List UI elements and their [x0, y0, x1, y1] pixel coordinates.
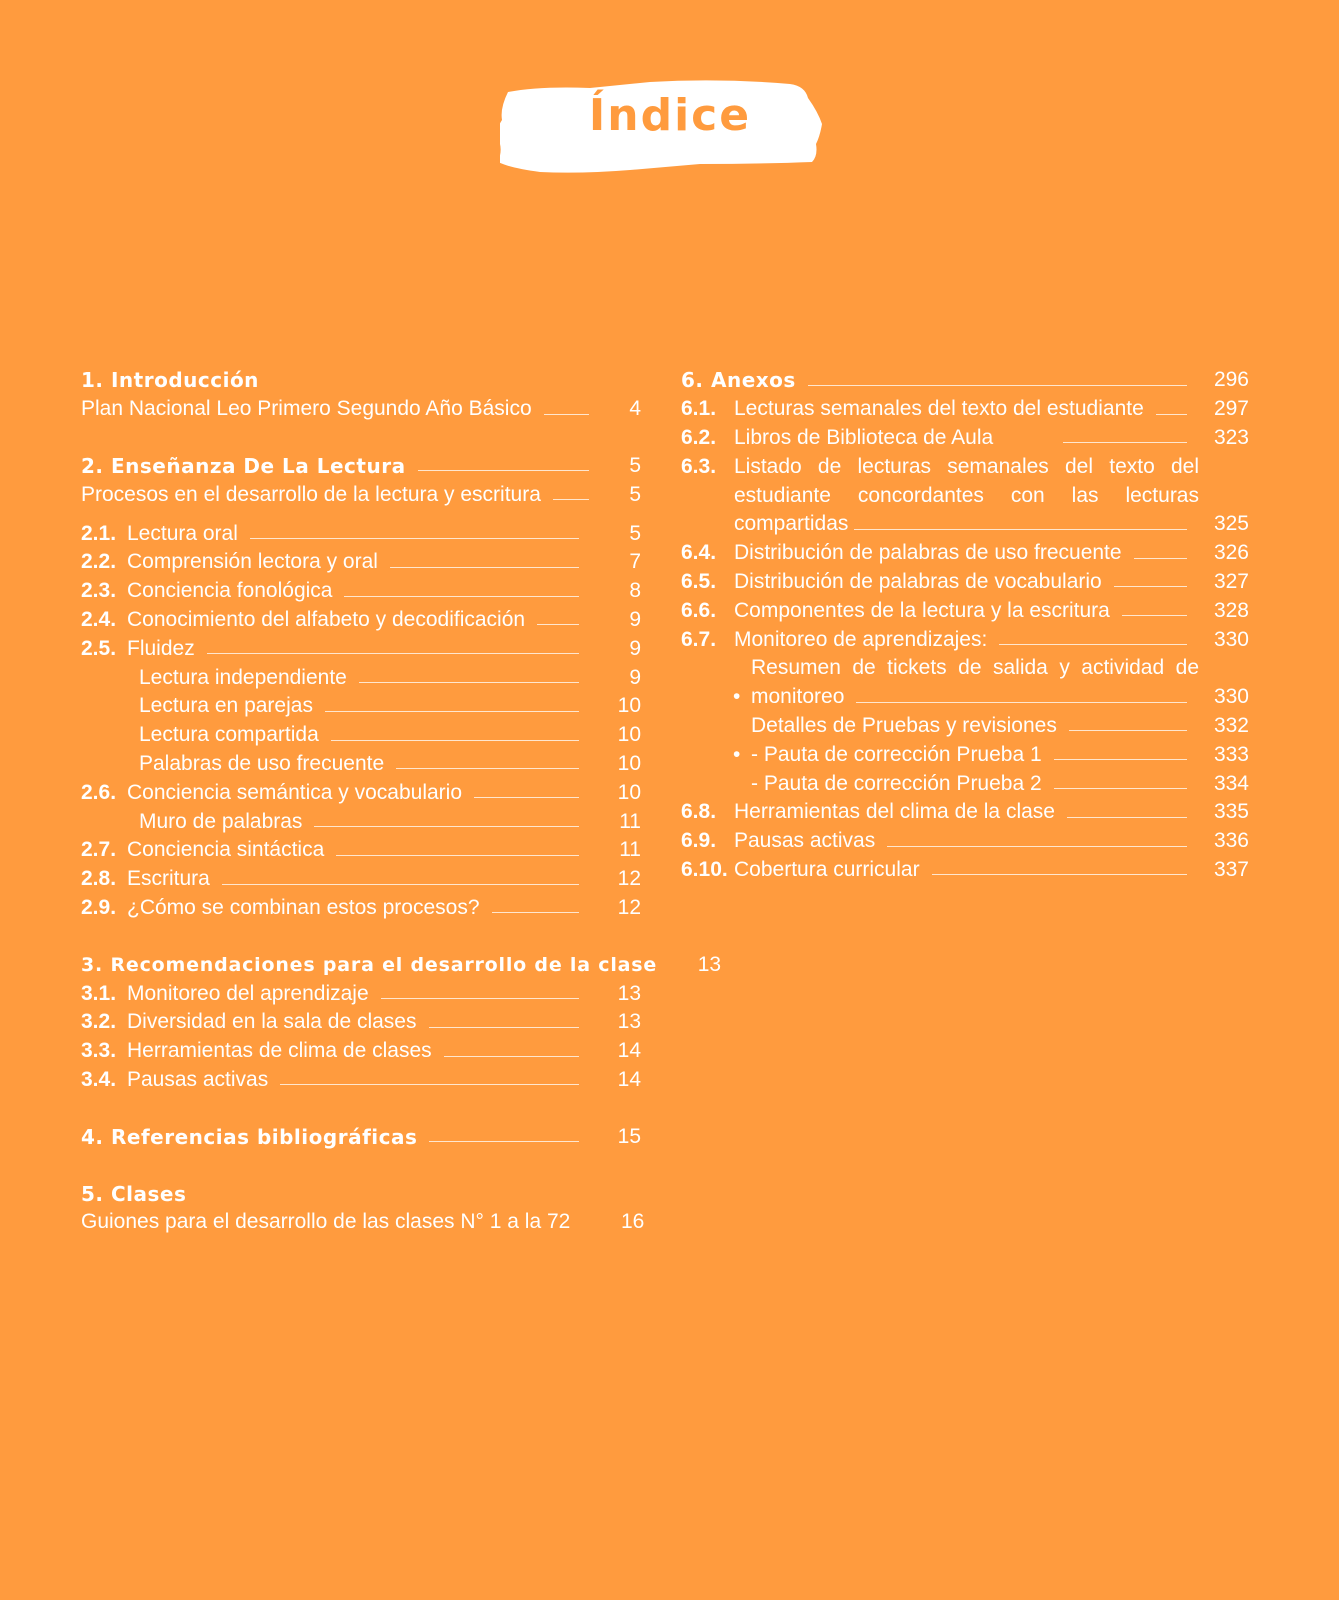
page-number: 5 — [629, 521, 641, 545]
dot-leader — [492, 912, 580, 913]
toc-entry[interactable]: 2.3. Conciencia fonológica 8 — [81, 579, 641, 603]
page-number: 7 — [629, 550, 641, 574]
dot-leader — [1054, 788, 1187, 789]
dot-leader — [331, 740, 579, 741]
toc-entry[interactable]: 2.2. Comprensión lectora y oral 7 — [81, 550, 641, 574]
dot-leader — [207, 653, 579, 654]
toc-heading[interactable]: 3. Recomendaciones para el desarrollo de la clase 13 — [81, 952, 722, 976]
dot-leader — [444, 1056, 579, 1057]
title-banner — [500, 72, 840, 182]
page-number: 13 — [617, 1010, 641, 1034]
bullet-icon: • — [733, 742, 741, 766]
page-number: 13 — [617, 981, 641, 1005]
dot-leader — [856, 702, 1187, 703]
page-number: 5 — [629, 482, 641, 506]
toc-subentry[interactable]: Detalles de Pruebas y revisiones 332 — [751, 713, 1249, 737]
toc-entry[interactable]: 2.9. ¿Cómo se combinan estos procesos? 12 — [81, 895, 641, 919]
page-number: 335 — [1213, 800, 1249, 824]
toc-entry[interactable]: 6.5. Distribución de palabras de vocabulario 327 — [681, 569, 1249, 593]
page-number: 11 — [619, 809, 641, 833]
page-title: Índice — [588, 90, 752, 141]
toc-subentry[interactable]: Resumen de tickets de salida y actividad de — [751, 656, 1199, 680]
dot-leader — [344, 596, 579, 597]
bullet-icon: • — [733, 685, 741, 709]
page-number: 337 — [1213, 857, 1249, 881]
page-number: 330 — [1213, 685, 1249, 709]
dot-leader — [1063, 442, 1187, 443]
toc-subentry-continued[interactable]: • monitoreo 330 — [733, 685, 1249, 709]
page-number: 297 — [1213, 397, 1249, 421]
dot-leader — [396, 768, 579, 769]
toc-right-column — [681, 366, 1249, 884]
dot-leader — [1114, 586, 1187, 587]
dot-leader — [429, 1027, 580, 1028]
dot-leader — [314, 826, 579, 827]
page-number: 5 — [629, 453, 641, 477]
page-number: 16 — [620, 1210, 645, 1234]
toc-entry[interactable]: 6.8. Herramientas del clima de la clase 335 — [681, 800, 1249, 824]
dot-leader — [544, 414, 589, 415]
dot-leader — [418, 470, 589, 471]
toc-entry[interactable]: 6.6. Componentes de la lectura y la escritura 328 — [681, 598, 1249, 622]
dot-leader — [381, 998, 579, 999]
toc-entry[interactable]: 2.5. Fluidez 9 — [81, 636, 641, 660]
toc-heading: 1. Introducción — [81, 368, 259, 393]
toc-subentry[interactable]: - Pauta de corrección Prueba 2 334 — [751, 771, 1249, 795]
toc-entry[interactable]: 2.4. Conocimiento del alfabeto y decodificación 9 — [81, 607, 641, 631]
toc-entry[interactable]: Plan Nacional Leo Primero Segundo Año Básico 4 — [81, 397, 641, 421]
dot-leader — [1067, 817, 1187, 818]
dot-leader — [553, 499, 589, 500]
toc-subentry[interactable]: Lectura independiente 9 — [139, 665, 641, 689]
page-number: 10 — [617, 780, 641, 804]
toc-subentry[interactable]: Palabras de uso frecuente 10 — [139, 751, 641, 775]
toc-subentry[interactable]: Lectura compartida 10 — [139, 723, 641, 747]
page-number: 323 — [1213, 425, 1249, 449]
dot-leader — [250, 538, 579, 539]
dot-leader — [474, 797, 579, 798]
toc-heading[interactable]: 2. Enseñanza De La Lectura 5 — [81, 453, 641, 478]
page-number: 327 — [1213, 569, 1249, 593]
dot-leader — [222, 884, 579, 885]
page-number: 326 — [1213, 541, 1249, 565]
page-number: 9 — [629, 665, 641, 689]
dot-leader — [932, 874, 1187, 875]
dot-leader — [1122, 615, 1187, 616]
toc-entry[interactable]: 3.1. Monitoreo del aprendizaje 13 — [81, 981, 641, 1005]
dot-leader — [1134, 558, 1187, 559]
page-number: 8 — [629, 579, 641, 603]
page-number: 296 — [1213, 368, 1249, 392]
dot-leader — [359, 682, 579, 683]
page-number: 325 — [1213, 512, 1249, 536]
toc-entry[interactable]: 6.3. Listado de lecturas semanales del texto del — [681, 454, 1199, 478]
toc-entry[interactable]: 6.7. Monitoreo de aprendizajes: 330 — [681, 627, 1249, 651]
page-number: 14 — [617, 1039, 641, 1063]
dot-leader — [887, 846, 1187, 847]
toc-entry[interactable]: 2.1. Lectura oral 5 — [81, 521, 641, 545]
toc-entry[interactable]: Procesos en el desarrollo de la lectura y escritura 5 — [81, 482, 641, 506]
dot-leader — [808, 385, 1187, 386]
dot-leader — [537, 624, 579, 625]
dot-leader — [999, 644, 1187, 645]
page-number: 330 — [1213, 627, 1249, 651]
toc-entry[interactable]: 6.1. Lecturas semanales del texto del estudiante 297 — [681, 397, 1249, 421]
page-number: 4 — [629, 397, 641, 421]
toc-entry[interactable]: 3.4. Pausas activas 14 — [81, 1067, 641, 1091]
page-number: 12 — [617, 867, 641, 891]
page-number: 14 — [617, 1067, 641, 1091]
toc-entry[interactable]: 6.2. Libros de Biblioteca de Aula 323 — [681, 425, 1249, 449]
dot-leader — [1156, 414, 1187, 415]
dot-leader — [854, 529, 1187, 530]
page-number: 328 — [1213, 598, 1249, 622]
dot-leader — [429, 1141, 579, 1142]
toc-entry[interactable]: 2.6. Conciencia semántica y vocabulario 10 — [81, 780, 641, 804]
toc-subentry[interactable]: Lectura en parejas 10 — [139, 694, 641, 718]
toc-entry[interactable]: 2.8. Escritura 12 — [81, 867, 641, 891]
toc-entry[interactable]: 3.2. Diversidad en la sala de clases 13 — [81, 1010, 641, 1034]
dot-leader — [1069, 730, 1187, 731]
page-number: 333 — [1213, 742, 1249, 766]
page-number: 336 — [1213, 829, 1249, 853]
toc-entry[interactable]: 6.10. Cobertura curricular 337 — [681, 857, 1249, 881]
page-number: 11 — [619, 838, 641, 862]
dot-leader — [390, 567, 579, 568]
dot-leader — [325, 711, 579, 712]
page-number: 334 — [1213, 771, 1249, 795]
page-number: 10 — [617, 751, 641, 775]
toc-heading[interactable]: 6. Anexos 296 — [681, 368, 1249, 393]
toc-subentry[interactable]: • - Pauta de corrección Prueba 1 333 — [733, 742, 1249, 766]
toc-entry[interactable]: 6.4. Distribución de palabras de uso frecuente 326 — [681, 541, 1249, 565]
toc-heading: 5. Clases — [81, 1181, 187, 1206]
dot-leader — [1054, 759, 1187, 760]
page-number: 9 — [629, 636, 641, 660]
toc-entry-continued[interactable]: estudiante concordantes con las lecturas — [734, 483, 1199, 507]
page-number: 332 — [1213, 713, 1249, 737]
toc-entry[interactable]: 3.3. Herramientas de clima de clases 14 — [81, 1039, 641, 1063]
page-number: 13 — [697, 952, 722, 976]
dot-leader — [336, 855, 579, 856]
toc-left-column — [81, 366, 722, 1237]
page-number: 9 — [629, 607, 641, 631]
toc-entry-continued[interactable]: compartidas 325 — [734, 512, 1249, 536]
page-number: 15 — [617, 1124, 641, 1148]
page-number: 10 — [617, 694, 641, 718]
dot-leader — [280, 1084, 579, 1085]
toc-entry[interactable]: 6.9. Pausas activas 336 — [681, 829, 1249, 853]
page-number: 12 — [617, 895, 641, 919]
page-number: 10 — [617, 723, 641, 747]
toc-entry[interactable]: Guiones para el desarrollo de las clases N° 1 a la 72 16 — [81, 1210, 645, 1234]
toc-entry[interactable]: 2.7. Conciencia sintáctica 11 — [81, 838, 641, 862]
toc-subentry[interactable]: Muro de palabras 11 — [139, 809, 641, 833]
toc-heading[interactable]: 4. Referencias bibliográficas 15 — [81, 1124, 641, 1149]
